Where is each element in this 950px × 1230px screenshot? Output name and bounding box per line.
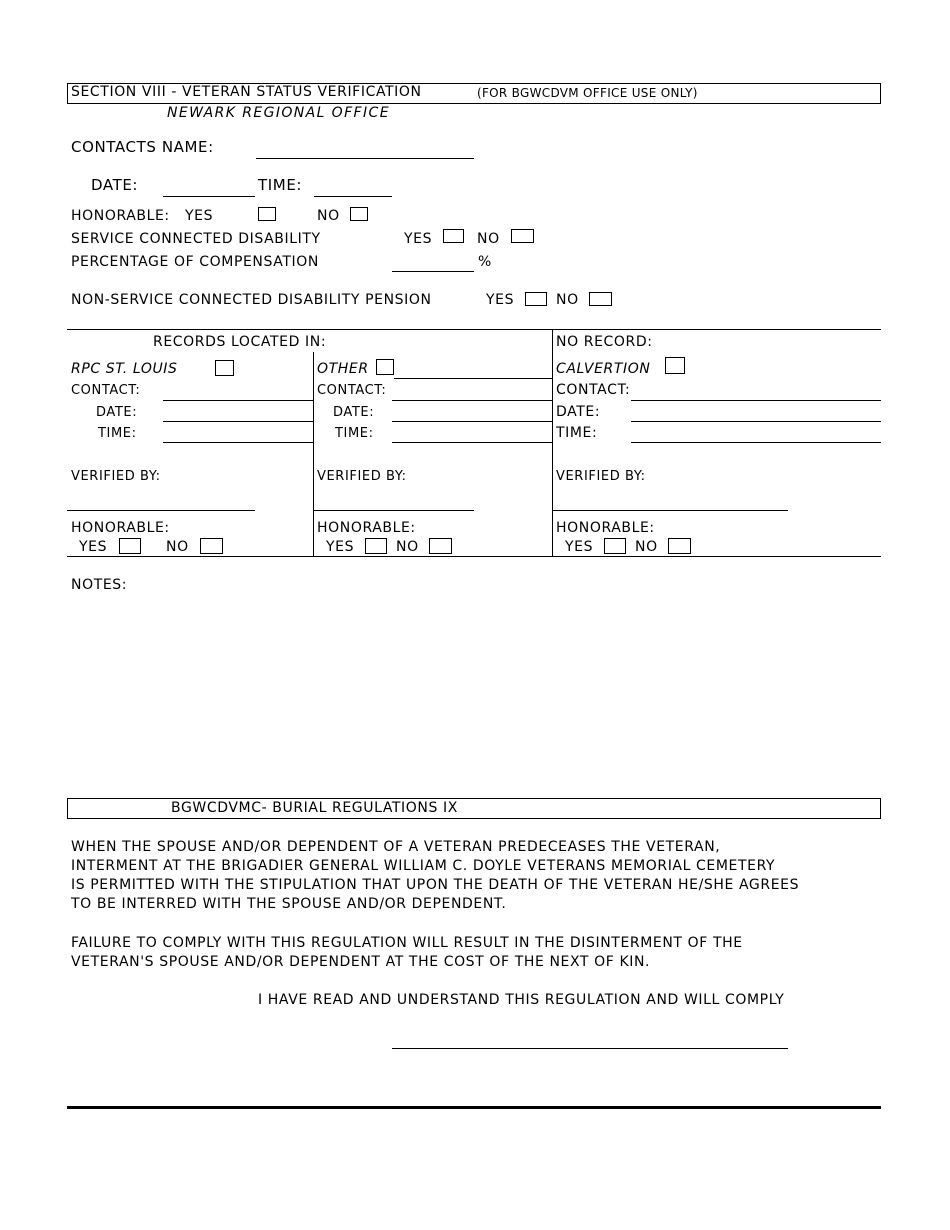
records-bottom-rule — [67, 556, 881, 557]
col3-verified-label: VERIFIED BY: — [556, 469, 646, 484]
col3-date-field[interactable] — [631, 421, 881, 422]
other-location-field[interactable] — [394, 378, 552, 379]
honorable-label: HONORABLE: — [71, 208, 170, 224]
col3-verified-field[interactable] — [553, 510, 788, 511]
records-top-rule — [67, 329, 881, 330]
service-connected-yes-label: YES — [404, 231, 433, 247]
signature-field[interactable] — [392, 1048, 788, 1049]
col2-contact-field[interactable] — [392, 400, 552, 401]
col1-contact-label: CONTACT: — [71, 383, 141, 398]
non-service-yes-checkbox[interactable] — [525, 292, 547, 306]
col2-honorable-label: HONORABLE: — [317, 520, 416, 536]
regulation-para1-line4: TO BE INTERRED WITH THE SPOUSE AND/OR DEPENDENT. — [71, 896, 507, 912]
date-field[interactable] — [163, 196, 255, 197]
col3-yes-checkbox[interactable] — [604, 538, 626, 554]
col3-time-label: TIME: — [556, 425, 598, 441]
col2-date-label: DATE: — [333, 405, 375, 420]
col2-verified-field[interactable] — [314, 510, 474, 511]
time-label: TIME: — [258, 176, 303, 194]
col2-verified-label: VERIFIED BY: — [317, 469, 407, 484]
col3-date-label: DATE: — [556, 404, 601, 420]
footer-rule — [67, 1106, 881, 1109]
col3-contact-label: CONTACT: — [556, 382, 631, 398]
service-connected-label: SERVICE CONNECTED DISABILITY — [71, 231, 321, 247]
regulation-para1-line1: WHEN THE SPOUSE AND/OR DEPENDENT OF A VETERAN PREDECEASES THE VETERAN, — [71, 839, 721, 855]
col2-time-label: TIME: — [335, 426, 374, 441]
col1-yes-label: YES — [79, 539, 108, 555]
other-label: OTHER — [317, 361, 369, 377]
time-field[interactable] — [314, 196, 392, 197]
percentage-field[interactable] — [392, 271, 474, 272]
percentage-label: PERCENTAGE OF COMPENSATION — [71, 254, 319, 270]
col3-no-checkbox[interactable] — [668, 538, 691, 554]
honorable-yes-checkbox[interactable] — [258, 207, 276, 221]
col2-yes-checkbox[interactable] — [365, 538, 387, 554]
col2-date-field[interactable] — [392, 421, 552, 422]
col1-time-label: TIME: — [98, 426, 137, 441]
non-service-no-checkbox[interactable] — [589, 292, 612, 306]
rpc-st-louis-label: RPC ST. LOUIS — [71, 361, 178, 377]
date-label: DATE: — [91, 176, 139, 194]
contacts-name-field[interactable] — [256, 158, 474, 159]
col1-contact-field[interactable] — [163, 400, 313, 401]
regulations-title: BGWCDVMC- BURIAL REGULATIONS IX — [171, 800, 458, 816]
service-connected-no-checkbox[interactable] — [511, 229, 534, 243]
col1-date-label: DATE: — [96, 405, 138, 420]
records-located-label: RECORDS LOCATED IN: — [153, 334, 327, 350]
service-connected-no-label: NO — [477, 231, 500, 247]
section-title: SECTION VIII - VETERAN STATUS VERIFICATION — [71, 84, 422, 100]
calvertion-label: CALVERTION — [556, 361, 651, 377]
records-divider-2 — [552, 329, 553, 557]
col3-honorable-label: HONORABLE: — [556, 520, 655, 536]
col3-yes-label: YES — [565, 539, 594, 555]
records-divider-1 — [313, 352, 314, 557]
col1-time-field[interactable] — [163, 442, 313, 443]
honorable-yes-label: YES — [185, 208, 214, 224]
no-record-label: NO RECORD: — [556, 334, 653, 350]
non-service-yes-label: YES — [486, 292, 515, 308]
office-use-note: (FOR BGWCDVM OFFICE USE ONLY) — [477, 86, 698, 100]
col1-verified-field[interactable] — [67, 510, 255, 511]
notes-area[interactable] — [67, 598, 881, 788]
regulation-para1-line3: IS PERMITTED WITH THE STIPULATION THAT UPON THE DEATH OF THE VETERAN HE/SHE AGREES — [71, 877, 800, 893]
col1-date-field[interactable] — [163, 421, 313, 422]
col1-no-checkbox[interactable] — [200, 538, 223, 554]
regulation-para2-line1: FAILURE TO COMPLY WITH THIS REGULATION WILL RESULT IN THE DISINTERMENT OF THE — [71, 935, 743, 951]
regulation-para2-line2: VETERAN'S SPOUSE AND/OR DEPENDENT AT THE COST OF THE NEXT OF KIN. — [71, 954, 651, 970]
col3-no-label: NO — [635, 539, 658, 555]
col1-no-label: NO — [166, 539, 189, 555]
col1-yes-checkbox[interactable] — [119, 538, 141, 554]
regional-office-title: NEWARK REGIONAL OFFICE — [167, 105, 390, 121]
notes-label: NOTES: — [71, 577, 128, 593]
col2-no-checkbox[interactable] — [429, 538, 452, 554]
percent-sign: % — [478, 254, 492, 270]
honorable-no-label: NO — [317, 208, 340, 224]
col2-contact-label: CONTACT: — [317, 383, 387, 398]
col1-verified-label: VERIFIED BY: — [71, 469, 161, 484]
col1-honorable-label: HONORABLE: — [71, 520, 170, 536]
non-service-label: NON-SERVICE CONNECTED DISABILITY PENSION — [71, 292, 432, 308]
non-service-no-label: NO — [556, 292, 579, 308]
col2-yes-label: YES — [326, 539, 355, 555]
service-connected-yes-checkbox[interactable] — [443, 229, 464, 243]
contacts-name-label: CONTACTS NAME: — [71, 138, 214, 156]
honorable-no-checkbox[interactable] — [350, 207, 368, 221]
other-checkbox[interactable] — [376, 359, 394, 375]
col2-time-field[interactable] — [392, 442, 552, 443]
regulation-para1-line2: INTERMENT AT THE BRIGADIER GENERAL WILLIAM C. DOYLE VETERANS MEMORIAL CEMETERY — [71, 858, 776, 874]
rpc-st-louis-checkbox[interactable] — [215, 360, 234, 376]
acknowledgement-text: I HAVE READ AND UNDERSTAND THIS REGULATION AND WILL COMPLY — [258, 992, 785, 1008]
col3-time-field[interactable] — [631, 442, 881, 443]
col2-no-label: NO — [396, 539, 419, 555]
col3-contact-field[interactable] — [631, 400, 881, 401]
calvertion-checkbox[interactable] — [665, 357, 685, 374]
